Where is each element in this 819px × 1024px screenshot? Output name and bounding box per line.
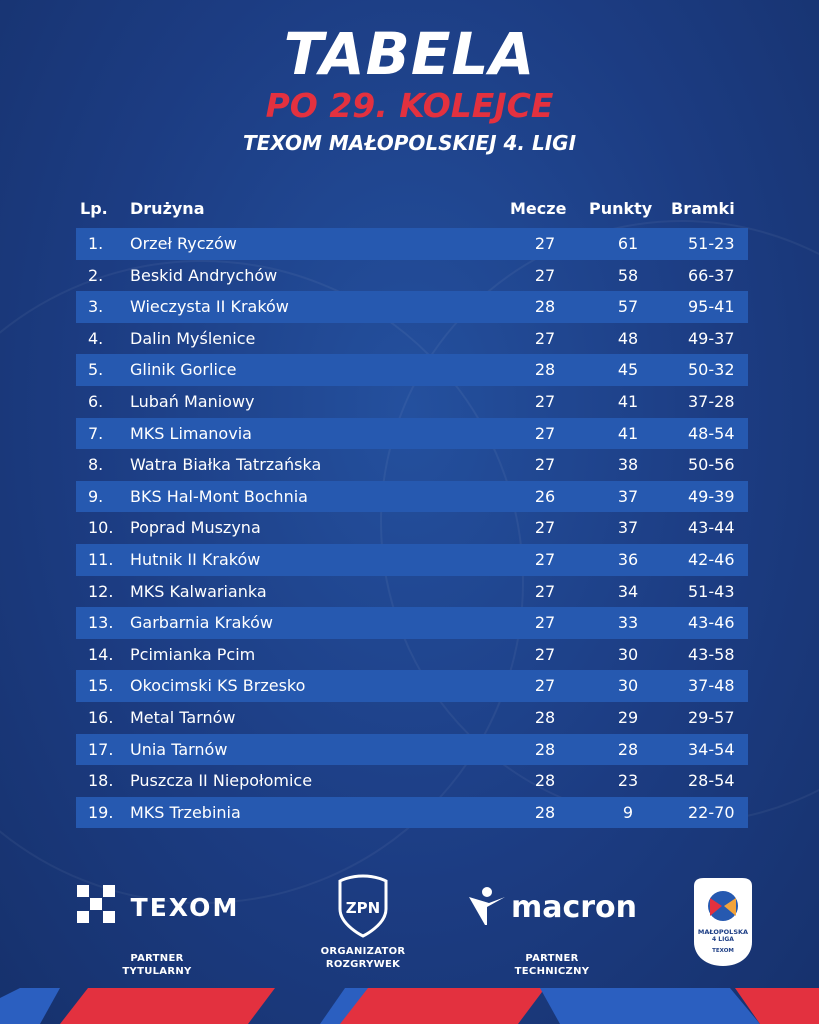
row-team: Okocimski KS Brzesko <box>130 676 306 696</box>
table-row <box>76 418 748 450</box>
row-punkty: 57 <box>617 297 639 317</box>
row-bramki: 43-58 <box>688 644 735 664</box>
row-mecze: 27 <box>534 391 556 411</box>
row-bramki: 34-54 <box>688 739 735 759</box>
texom-logo-icon <box>75 883 123 931</box>
header <box>0 22 819 158</box>
table-header <box>0 197 819 221</box>
table-row <box>76 481 748 513</box>
row-mecze: 27 <box>534 518 556 538</box>
row-punkty: 9 <box>622 802 634 822</box>
row-punkty: 36 <box>617 549 639 569</box>
row-punkty: 37 <box>617 486 639 506</box>
col-mecze: Mecze <box>510 199 567 218</box>
stripe-blue <box>540 988 760 1024</box>
row-bramki: 43-44 <box>688 518 735 538</box>
row-mecze: 28 <box>534 360 556 380</box>
zpn-shield-icon <box>335 873 391 939</box>
table-row <box>76 607 748 639</box>
row-mecze: 28 <box>534 802 556 822</box>
league-name: TEXOM MAŁOPOLSKIEJ 4. LIGI <box>242 131 577 155</box>
row-position: 15. <box>88 676 114 696</box>
row-bramki: 28-54 <box>688 771 735 791</box>
table-row <box>76 576 748 608</box>
row-position: 12. <box>88 581 114 601</box>
row-bramki: 22-70 <box>688 802 735 822</box>
row-bramki: 49-39 <box>688 486 735 506</box>
organizer-sponsor <box>305 870 421 971</box>
row-team: MKS Limanovia <box>130 423 252 443</box>
row-mecze: 28 <box>534 297 556 317</box>
row-mecze: 28 <box>534 771 556 791</box>
row-position: 2. <box>88 265 104 285</box>
row-team: BKS Hal-Mont Bochnia <box>130 486 308 506</box>
row-bramki: 37-48 <box>688 676 735 696</box>
row-punkty: 38 <box>617 455 639 475</box>
row-punkty: 34 <box>617 581 639 601</box>
texom-sponsor <box>62 882 252 978</box>
row-mecze: 27 <box>534 644 556 664</box>
row-punkty: 30 <box>617 644 639 664</box>
macron-logo-text: macron <box>510 889 638 925</box>
macron-hero-icon <box>467 885 507 929</box>
row-team: Unia Tarnów <box>130 739 228 759</box>
row-bramki: 66-37 <box>688 265 735 285</box>
row-mecze: 28 <box>534 707 556 727</box>
stripe-blue <box>0 988 60 1024</box>
row-team: Metal Tarnów <box>130 707 236 727</box>
page-subtitle: PO 29. KOLEJCE <box>265 86 554 125</box>
row-punkty: 61 <box>617 234 639 253</box>
row-mecze: 27 <box>534 581 556 601</box>
row-position: 6. <box>88 391 104 411</box>
row-team: Orzeł Ryczów <box>130 234 237 253</box>
row-mecze: 27 <box>534 234 556 253</box>
row-bramki: 51-43 <box>688 581 735 601</box>
row-team: Dalin Myślenice <box>130 328 256 348</box>
row-punkty: 37 <box>617 518 639 538</box>
row-punkty: 45 <box>617 360 639 380</box>
row-position: 13. <box>88 613 114 633</box>
league-badge-icon <box>688 876 758 968</box>
row-mecze: 26 <box>534 486 556 506</box>
row-mecze: 27 <box>534 455 556 475</box>
table-row <box>76 260 748 292</box>
table-row <box>76 228 748 260</box>
row-bramki: 42-46 <box>688 549 735 569</box>
sponsors-bar <box>0 870 819 980</box>
row-team: MKS Kalwarianka <box>130 581 267 601</box>
row-team: Garbarnia Kraków <box>130 613 273 633</box>
row-bramki: 50-32 <box>688 360 735 380</box>
stripe-red <box>340 988 545 1024</box>
row-mecze: 27 <box>534 265 556 285</box>
row-punkty: 48 <box>617 328 639 348</box>
organizer-caption-1: ORGANIZATOR <box>320 946 406 957</box>
row-position: 4. <box>88 328 104 348</box>
row-bramki: 51-23 <box>688 234 735 253</box>
texom-logo-text: TEXOM <box>130 892 240 922</box>
row-mecze: 27 <box>534 613 556 633</box>
col-punkty: Punkty <box>589 199 653 218</box>
row-bramki: 29-57 <box>688 707 735 727</box>
badge-line-1: MAŁOPOLSKA <box>697 928 749 936</box>
row-mecze: 27 <box>534 423 556 443</box>
row-position: 1. <box>88 234 104 253</box>
row-position: 7. <box>88 423 104 443</box>
bottom-stripes <box>0 988 819 1024</box>
row-punkty: 23 <box>617 771 639 791</box>
row-bramki: 48-54 <box>688 423 735 443</box>
row-team: Lubań Maniowy <box>130 391 255 411</box>
table-row <box>76 544 748 576</box>
row-position: 18. <box>88 771 114 791</box>
row-position: 10. <box>88 518 114 538</box>
row-team: MKS Trzebinia <box>130 802 241 822</box>
table-row <box>76 765 748 797</box>
table-row <box>76 639 748 671</box>
col-lp: Lp. <box>80 199 108 218</box>
row-team: Puszcza II Niepołomice <box>130 771 313 791</box>
organizer-caption-2: ROZGRYWEK <box>325 959 401 970</box>
table-row <box>76 512 748 544</box>
row-mecze: 27 <box>534 676 556 696</box>
texom-caption-1: PARTNER <box>130 953 184 964</box>
row-team: Wieczysta II Kraków <box>130 297 289 317</box>
row-position: 17. <box>88 739 114 759</box>
row-team: Beskid Andrychów <box>130 265 278 285</box>
row-position: 5. <box>88 360 104 380</box>
table-row <box>76 354 748 386</box>
row-mecze: 27 <box>534 328 556 348</box>
row-position: 16. <box>88 707 114 727</box>
table-row <box>76 323 748 355</box>
table-row <box>76 386 748 418</box>
row-position: 9. <box>88 486 104 506</box>
table-row <box>76 291 748 323</box>
league-badge <box>688 876 758 968</box>
page-title: TABELA <box>283 20 536 88</box>
texom-caption-2: TYTULARNY <box>122 966 192 977</box>
table-row <box>76 670 748 702</box>
row-bramki: 95-41 <box>688 297 735 317</box>
row-mecze: 28 <box>534 739 556 759</box>
row-punkty: 41 <box>617 423 639 443</box>
macron-sponsor <box>462 882 642 978</box>
row-punkty: 30 <box>617 676 639 696</box>
row-position: 11. <box>88 549 114 569</box>
row-team: Glinik Gorlice <box>130 360 237 380</box>
table-row <box>76 702 748 734</box>
standings-table <box>76 228 748 828</box>
row-team: Hutnik II Kraków <box>130 549 261 569</box>
col-bramki: Bramki <box>671 199 735 218</box>
row-punkty: 58 <box>617 265 639 285</box>
table-row <box>76 449 748 481</box>
macron-caption-2: TECHNICZNY <box>514 966 590 977</box>
row-bramki: 37-28 <box>688 391 735 411</box>
row-team: Poprad Muszyna <box>130 518 261 538</box>
row-bramki: 50-56 <box>688 455 735 475</box>
table-row <box>76 734 748 766</box>
stripe-red <box>60 988 275 1024</box>
row-position: 19. <box>88 802 114 822</box>
badge-line-3: TEXOM <box>712 948 734 954</box>
row-position: 8. <box>88 455 104 475</box>
row-bramki: 49-37 <box>688 328 735 348</box>
row-punkty: 29 <box>617 707 639 727</box>
row-position: 3. <box>88 297 104 317</box>
row-punkty: 33 <box>617 613 639 633</box>
row-team: Watra Białka Tatrzańska <box>130 455 322 475</box>
zpn-logo-text: ZPN <box>345 899 381 917</box>
row-punkty: 28 <box>617 739 639 759</box>
macron-caption-1: PARTNER <box>525 953 579 964</box>
badge-line-2: 4 LIGA <box>712 936 734 943</box>
row-position: 14. <box>88 644 114 664</box>
row-mecze: 27 <box>534 549 556 569</box>
col-team: Drużyna <box>130 199 205 218</box>
row-team: Pcimianka Pcim <box>130 644 256 664</box>
row-punkty: 41 <box>617 391 639 411</box>
table-row <box>76 797 748 829</box>
row-bramki: 43-46 <box>688 613 735 633</box>
